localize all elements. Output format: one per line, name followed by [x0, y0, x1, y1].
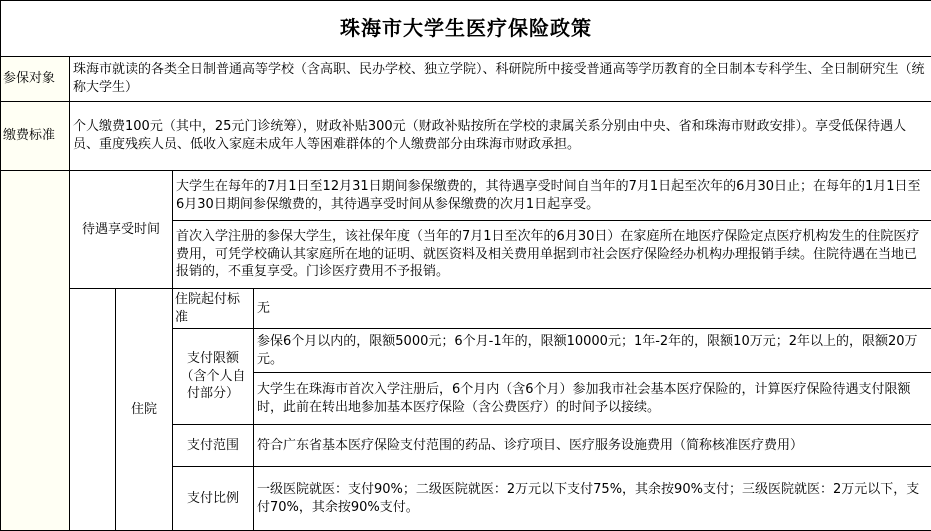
limit-text-2: 大学生在珠海市首次入学注册后，6个月内（含6个月）参加我市社会基本医疗保险的，计算医疗保险待遇支付限额时，此前在转出地参加基本医疗保险（含公费医疗）的时间予以接续。	[254, 373, 931, 425]
title-row	[1, 1, 931, 57]
scope-text: 符合广东省基本医疗保险支付范围的药品、诊疗项目、医疗服务设施费用（简称核准医疗费用）	[254, 425, 931, 467]
deductible-label: 住院起付标准	[173, 289, 254, 329]
benefit-period-text-2: 首次入学注册的参保大学生，该社保年度（当年的7月1日至次年的6月30日）在家庭所在地医疗保险定点医疗机构发生的住院医疗费用，可凭学校确认其家庭所在地的证明、就医资料及相关费用单据到市社会医疗保险经办机构办理报销手续。住院待遇在当地已报销的，不重复享受。门诊医疗费用不予报销。	[173, 221, 931, 289]
hospitalization-label: 住院	[116, 289, 173, 531]
benefit-period-row-1	[1, 171, 931, 221]
enrollment-text: 珠海市就读的各类全日制普通高等学校（含高职、民办学校、独立学院）、科研院所中接受普通高等学历教育的全日制本专科学生、全日制研究生（统称大学生）	[70, 57, 931, 102]
benefit-blank-cell	[1, 171, 70, 531]
limit-text-1: 参保6个月以内的，限额5000元；6个月-1年的，限额10000元；1年-2年的，限额10万元；2年以上的，限额20万元。	[254, 329, 931, 373]
enrollment-label: 参保对象	[1, 57, 70, 102]
enrollment-row	[1, 57, 931, 102]
scope-label: 支付范围	[173, 425, 254, 467]
fees-label: 缴费标准	[1, 102, 70, 171]
page-title: 珠海市大学生医疗保险政策	[1, 1, 931, 57]
ratio-text: 一级医院就医：支付90%；二级医院就医：2万元以下支付75%，其余按90%支付；三级医院就医：2万元以下，支付70%，其余按90%支付。	[254, 467, 931, 531]
hospital-blank-cell	[70, 289, 116, 531]
deductible-text: 无	[254, 289, 931, 329]
deductible-row	[1, 289, 931, 329]
benefit-period-label: 待遇享受时间	[70, 171, 173, 289]
limit-label: 支付限额（含个人自付部分）	[173, 329, 254, 425]
ratio-label: 支付比例	[173, 467, 254, 531]
fees-text: 个人缴费100元（其中，25元门诊统筹），财政补贴300元（财政补贴按所在学校的隶属关系分别由中央、省和珠海市财政安排）。享受低保待遇人员、重度残疾人员、低收入家庭未成年人等困难群体的个人缴费部分由珠海市财政承担。	[70, 102, 931, 171]
fees-row	[1, 102, 931, 171]
benefit-period-text-1: 大学生在每年的7月1日至12月31日期间参保缴费的，其待遇享受时间自当年的7月1日起至次年的6月30日止；在每年的1月1日至6月30日期间参保缴费的，其待遇享受时间从参保缴费的次月1日起享受。	[173, 171, 931, 221]
